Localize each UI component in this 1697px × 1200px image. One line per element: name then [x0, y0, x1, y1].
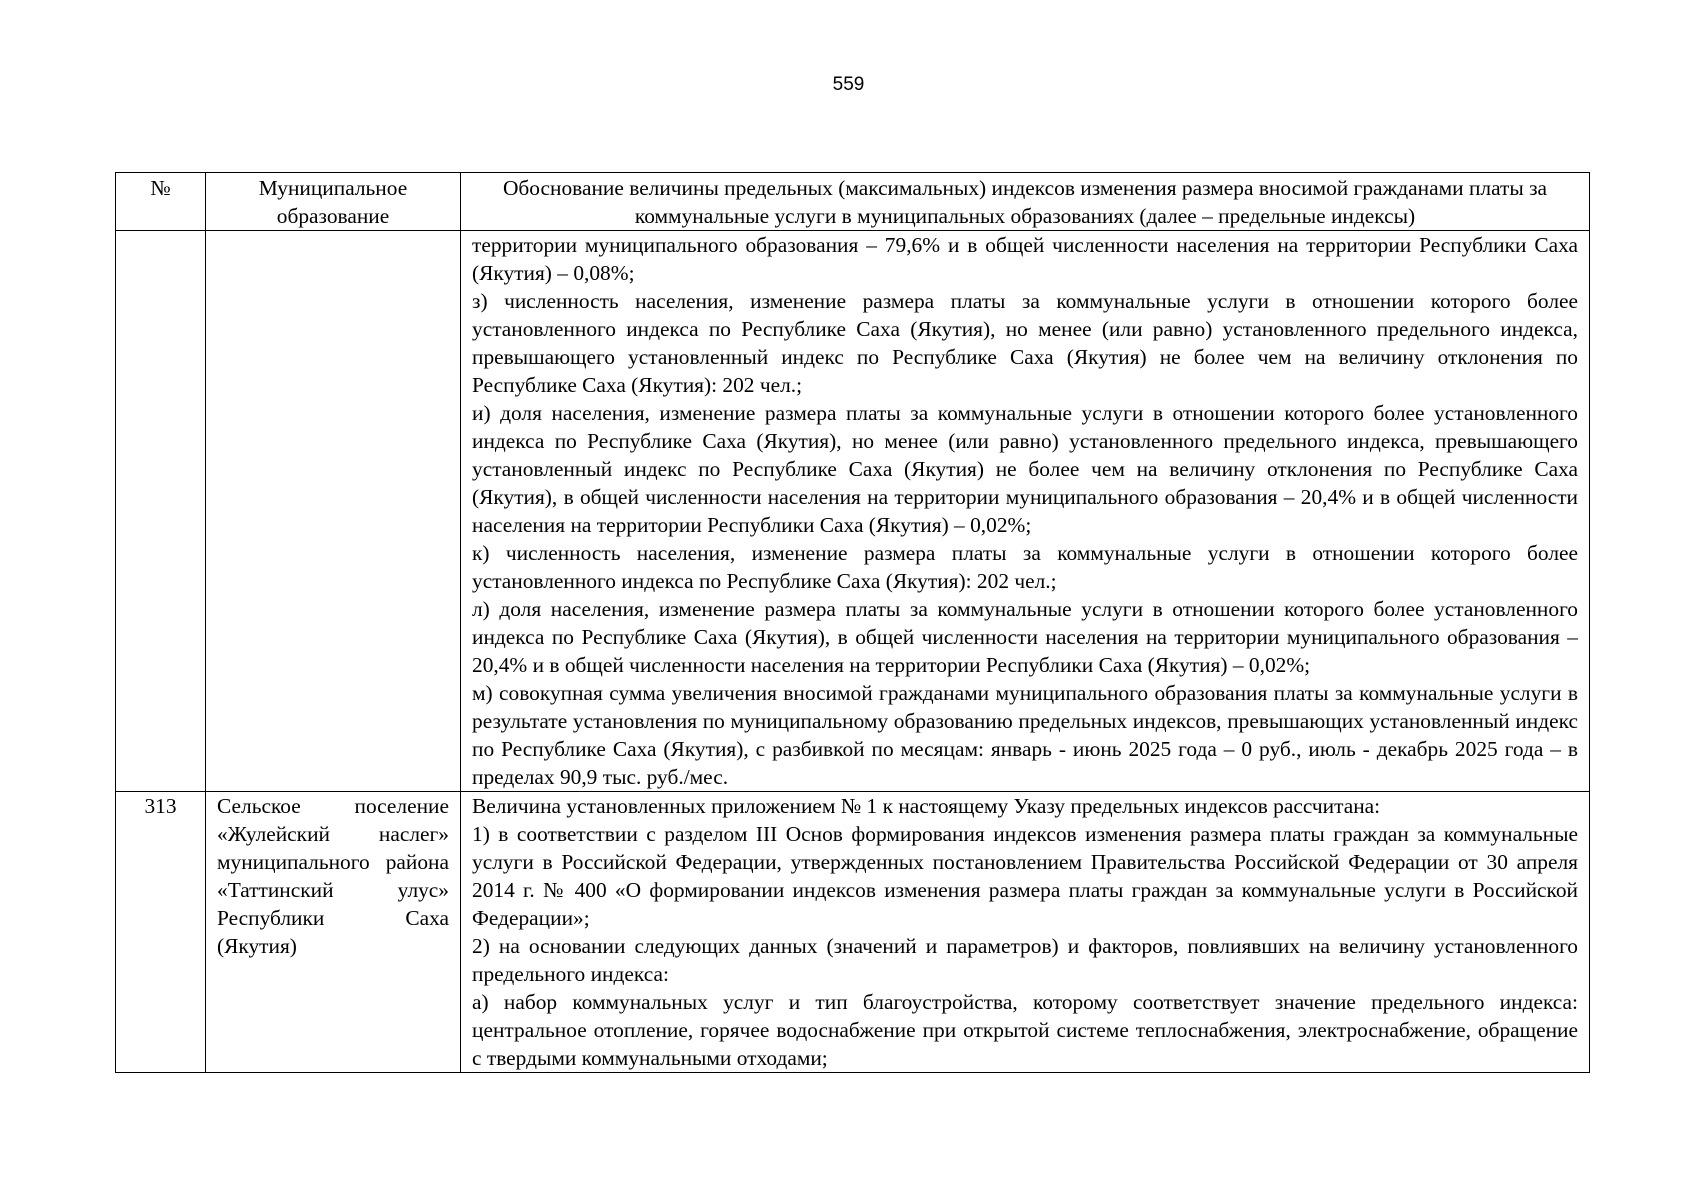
page-number: 559 [832, 74, 865, 95]
justification-paragraph: м) совокупная сумма увеличения вносимой гражданами муниципального образования платы за коммунальные услуги в результате установления по муниципальному образованию предельных индексов, превышающих установленный индекс по Республике Саха (Якутия), с разбивкой по месяцам: январь - июнь 2025 года – 0 руб., июль - декабрь 2025 года – в пределах 90,9 тыс. руб./мес. [472, 681, 1578, 789]
justification-paragraph: и) доля населения, изменение размера платы за коммунальные услуги в отношении которого более установленного индекса по Республике Саха (Якутия), но менее (или равно) установленного предельного индекса, превышающего установленный индекс по Республике Саха (Якутия) не более чем на величину отклонения по Республике Саха (Якутия), в общей численности населения на территории муниципального образования – 20,4% и в общей численности населения на территории Республики Саха (Якутия) – 0,02%; [472, 401, 1578, 537]
justification-paragraph: к) численность населения, изменение размера платы за коммунальные услуги в отношении которого более установленного индекса по Республике Саха (Якутия): 202 чел.; [472, 541, 1578, 593]
row-municipality [206, 792, 461, 1073]
row-number [116, 231, 206, 792]
justification-paragraph: территории муниципального образования – 79,6% и в общей численности населения на территории Республики Саха (Якутия) – 0,08%; [472, 233, 1578, 285]
justification-paragraph: а) набор коммунальных услуг и тип благоустройства, которому соответствует значение предельного индекса: центральное отопление, горячее водоснабжение при открытой системе теплоснабжения, электроснабжение, обращение с твердыми коммунальными отходами; [472, 990, 1578, 1070]
header-justification: Обоснование величины предельных (максимальных) индексов изменения размера вносимой гражданами платы за коммунальные услуги в муниципальных образованиях (далее – предельные индексы) [461, 173, 1590, 231]
row-justification [461, 231, 1590, 792]
header-num: № [116, 173, 206, 231]
indices-table [115, 172, 1590, 1073]
row-number: 313 [116, 792, 206, 1073]
justification-paragraph: 1) в соответствии с разделом III Основ формирования индексов изменения размера платы граждан за коммунальные услуги в Российской Федерации, утвержденных постановлением Правительства Российской Федерации от 30 апреля 2014 г. № 400 «О формировании индексов изменения размера платы граждан за коммунальные услуги в Российской Федерации»; [472, 822, 1578, 930]
table-header-row [116, 173, 1590, 231]
table-row [116, 231, 1590, 792]
justification-paragraph: з) численность населения, изменение размера платы за коммунальные услуги в отношении которого более установленного индекса по Республике Саха (Якутия), но менее (или равно) установленного предельного индекса, превышающего установленный индекс по Республике Саха (Якутия) не более чем на величину отклонения по Республике Саха (Якутия): 202 чел.; [472, 289, 1578, 397]
justification-paragraph: Величина установленных приложением № 1 к настоящему Указу предельных индексов рассчитана: [472, 794, 1381, 818]
justification-paragraph: 2) на основании следующих данных (значений и параметров) и факторов, повлиявших на величину установленного предельного индекса: [472, 934, 1578, 986]
header-municipality: Муниципальное образование [206, 173, 461, 231]
municipality-name: Сельское поселение «Жулейский наслег» муниципального района «Таттинский улус» Республики Саха (Якутия) [217, 794, 449, 958]
table-row [116, 792, 1590, 1073]
row-municipality [206, 231, 461, 792]
justification-paragraph: л) доля населения, изменение размера платы за коммунальные услуги в отношении которого более установленного индекса по Республике Саха (Якутия), в общей численности населения на территории муниципального образования – 20,4% и в общей численности населения на территории Республики Саха (Якутия) – 0,02%; [472, 597, 1578, 677]
row-justification [461, 792, 1590, 1073]
